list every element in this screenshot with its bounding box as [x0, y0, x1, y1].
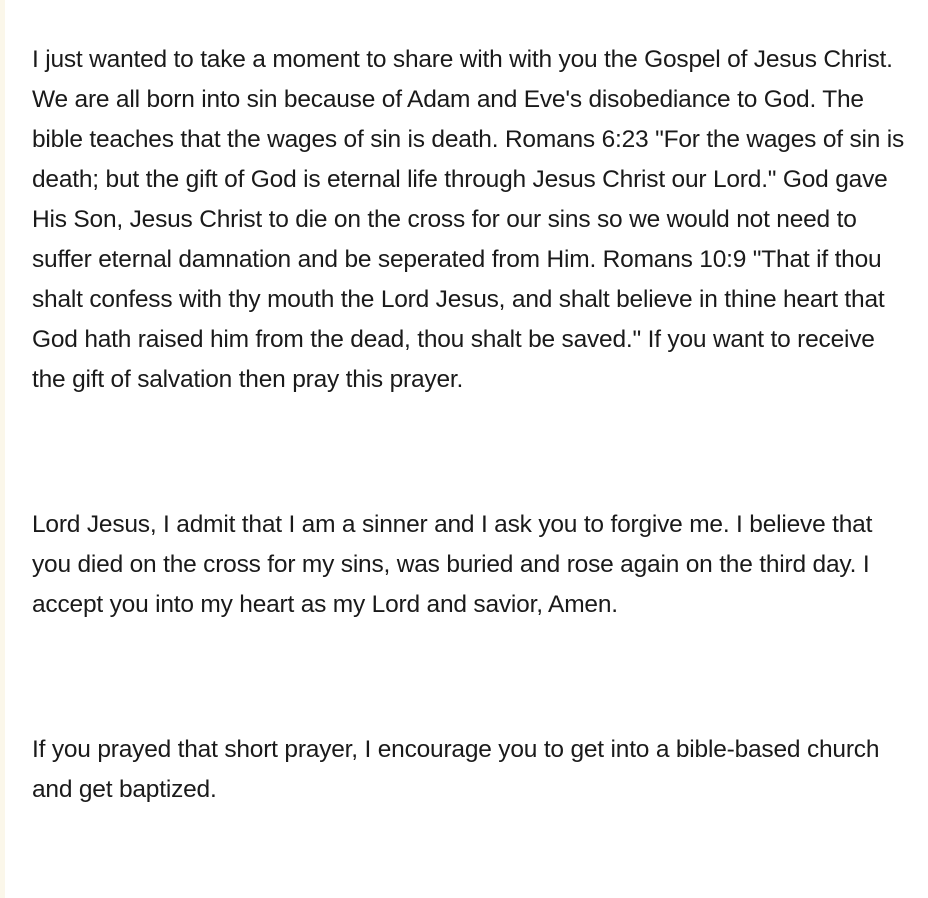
gospel-paragraph: I just wanted to take a moment to share with with you the Gospel of Jesus Christ. We are all born into sin because of Adam and Eve's disobediance to God. The bible teaches that the wages of sin is death. Romans 6:23 "For the wages of sin is death; but the gift of God is eternal life through Jesus Christ our Lord." God gave His Son, Jesus Christ to die on the cross for our sins so we would not need to suffer eternal damnation and be seperated from Him. Romans 10:9 "That if thou shalt confess with thy mouth the Lord Jesus, and shalt believe in thine heart that God hath raised him from the dead, thou shalt be saved." If you want to receive the gift of salvation then pray this prayer. [32, 46, 905, 393]
paragraph-spacer [32, 400, 912, 505]
encouragement-paragraph: If you prayed that short prayer, I encourage you to get into a bible-based church and get baptized. [32, 736, 880, 803]
paragraph-spacer [32, 625, 912, 730]
prayer-paragraph: Lord Jesus, I admit that I am a sinner and I ask you to forgive me. I believe that you died on the cross for my sins, was buried and rose again on the third day. I accept you into my heart as my Lord and savior, Amen. [32, 511, 873, 618]
article-body [32, 40, 912, 810]
page-edge-strip [0, 0, 5, 898]
